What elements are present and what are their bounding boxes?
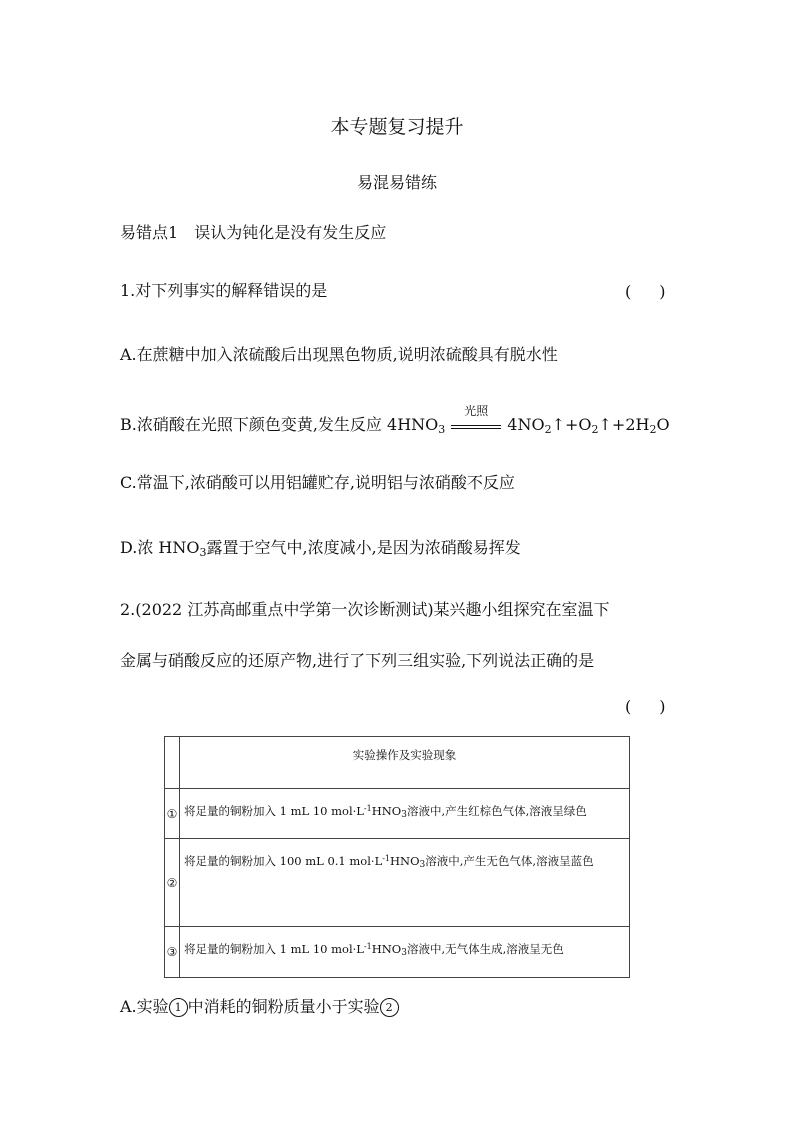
row-text: 将足量的铜粉加入 1 mL 10 $mol\cdot L^{-1}HNO3$溶液中,产生红棕色气体,溶液呈绿色	[180, 789, 630, 839]
q1-option-a: A.在蔗糖中加入浓硫酸后出现黑色物质,说明浓硫酸具有脱水性	[120, 345, 558, 364]
row-text: 将足量的铜粉加入 1 mL 10 $mol\cdot L^{-1}HNO3$溶液中,无气体生成,溶液呈无色	[180, 927, 630, 978]
q2-stem-line2: 金属与硝酸反应的还原产物,进行了下列三组实验,下列说法正确的是	[120, 651, 595, 670]
q1-option-c: C.常温下,浓硝酸可以用铝罐贮存,说明铝与浓硝酸不反应	[120, 473, 515, 492]
row-text: 将足量的铜粉加入 100 mL 0.1 $mol\cdot L^{-1}HNO3$溶液中,产生无色气体,溶液呈蓝色	[180, 839, 630, 927]
experiment-table	[164, 736, 630, 978]
page-title: 本专题复习提升	[330, 116, 464, 138]
table-row	[165, 789, 630, 839]
table-header: 实验操作及实验现象	[180, 737, 630, 789]
row-number: ①	[165, 789, 180, 839]
q2-stem-line1: 2.(2022 江苏高邮重点中学第一次诊断测试)某兴趣小组探究在室温下	[120, 600, 610, 619]
q1-answer-paren: ( )	[625, 282, 666, 301]
q1-stem: 1.对下列事实的解释错误的是	[120, 281, 328, 300]
section-text: 误认为钝化是没有发生反应	[194, 223, 387, 242]
q2-option-a: A.实验 1 中消耗的铜粉质量小于实验 2	[120, 994, 399, 1017]
circled-number: 1	[169, 998, 188, 1017]
row-number: ③	[165, 927, 180, 978]
table-row	[165, 927, 630, 978]
reaction-condition: 光照	[449, 416, 503, 436]
q1-option-d: D.浓 $HNO_3$露置于空气中,浓度减小,是因为浓硝酸易挥发	[120, 538, 521, 559]
section-label: 易错点1	[120, 223, 179, 242]
page-subtitle: 易混易错练	[356, 173, 437, 192]
row-number: ②	[165, 839, 180, 927]
table-row	[165, 839, 630, 927]
q2-answer-paren: ( )	[625, 697, 666, 716]
table-header-row	[165, 737, 630, 789]
circled-number: 2	[380, 998, 399, 1017]
section-heading	[120, 220, 386, 243]
q1-option-b: B.浓硝酸在光照下颜色变黄,发生反应 $4HNO_3$ 光照 $4NO_2↑+O_2↑+2H_2O$	[120, 403, 670, 436]
